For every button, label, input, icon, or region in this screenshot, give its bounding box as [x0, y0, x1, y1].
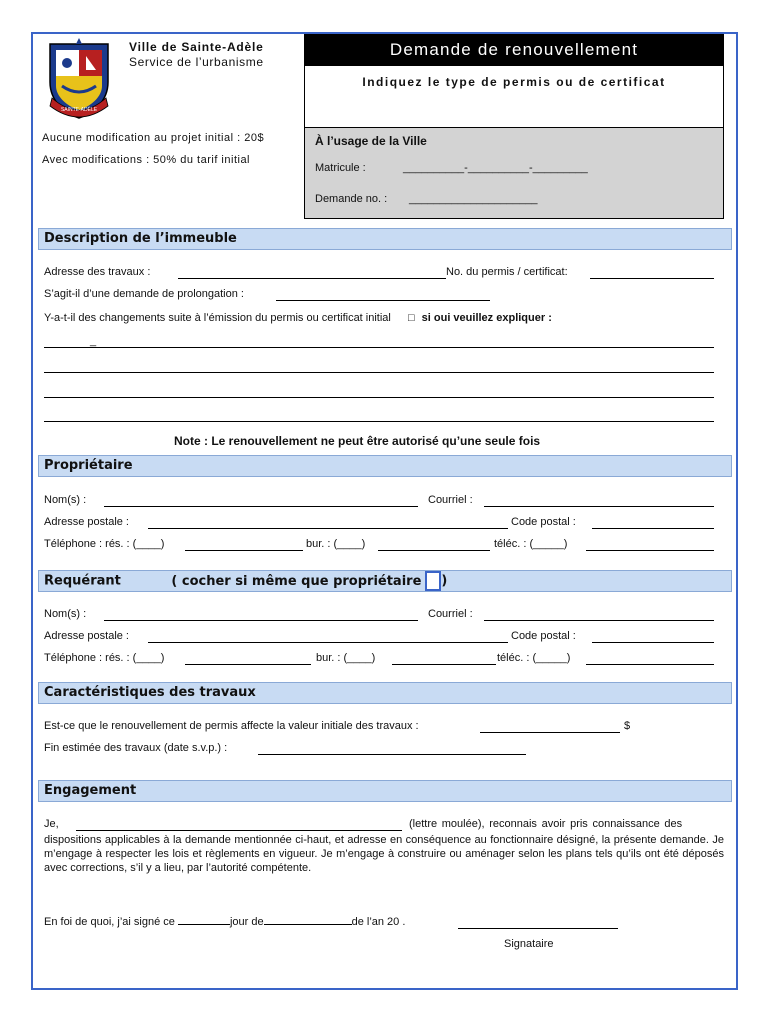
- changements-label: [44, 312, 552, 324]
- changements-checkbox[interactable]: □: [407, 312, 415, 324]
- engagement-name-field[interactable]: [76, 830, 402, 831]
- engagement-paragraph: dispositions applicables à la demande mentionnée ci-haut, et adresse en conséquence au fonctionnaire désigné, la présente demande. Je m’engage à respecter les lois et règlements en vigueur. Je m’engage à construire ou aménager selon les plans tels qu’ils ont été déposés avec corrections, s’il y a lieu, par l’autorité compétente.: [44, 834, 724, 874]
- engagement-after-name: (lettre moulée), reconnais avoir pris connaissance des: [409, 818, 683, 830]
- explanation-line-2[interactable]: [44, 372, 714, 373]
- fin-travaux-label: Fin estimée des travaux (date s.v.p.) :: [44, 742, 228, 754]
- applicant-nom-label: Nom(s) :: [44, 608, 87, 620]
- city-name: Ville de Sainte-Adèle: [129, 40, 264, 54]
- valeur-field[interactable]: [480, 732, 620, 733]
- city-logo: [42, 36, 116, 120]
- applicant-tel-res-label: Téléphone : rés. : (____): [44, 652, 165, 664]
- permis-no-field[interactable]: [590, 278, 714, 279]
- owner-nom-field[interactable]: [104, 506, 418, 507]
- signed-prefix: En foi de quoi, j’ai signé ce: [44, 916, 175, 928]
- requerant-title: Requérant: [44, 573, 121, 589]
- section-proprietaire: Propriétaire: [38, 455, 732, 477]
- explanation-line-4[interactable]: [44, 421, 714, 422]
- applicant-tel-bur-label: bur. : (____): [316, 652, 376, 664]
- valeur-label: Est-ce que le renouvellement de permis affecte la valeur initiale des travaux :: [44, 720, 419, 732]
- form-title: Demande de renouvellement: [304, 34, 724, 66]
- signed-on-label: [44, 916, 405, 928]
- city-crest-icon: [42, 36, 116, 120]
- demande-field[interactable]: _____________________: [409, 193, 538, 205]
- permit-type-box[interactable]: [304, 66, 724, 128]
- owner-telec-label: téléc. : (_____): [494, 538, 568, 550]
- engagement-je: Je,: [44, 818, 59, 830]
- applicant-telec-label: téléc. : (_____): [497, 652, 571, 664]
- applicant-adresse-field[interactable]: [148, 642, 508, 643]
- owner-code-postal-field[interactable]: [592, 528, 714, 529]
- changements-text: Y-a-t-il des changements suite à l’émission du permis ou certificat initial: [44, 312, 391, 324]
- section-requerant: [38, 570, 732, 592]
- city-use-box: [304, 127, 724, 219]
- owner-adresse-field[interactable]: [148, 528, 508, 529]
- owner-tel-bur-label: bur. : (____): [306, 538, 366, 550]
- prolongation-field[interactable]: [276, 300, 490, 301]
- signataire-label: Signataire: [504, 938, 554, 950]
- fee-no-change: Aucune modification au projet initial : 20$: [42, 132, 265, 144]
- applicant-nom-field[interactable]: [104, 620, 418, 621]
- owner-code-postal-label: Code postal :: [511, 516, 576, 528]
- requerant-same-note: ( cocher si même que propriétaire: [171, 573, 422, 589]
- owner-tel-res-label: Téléphone : rés. : (____): [44, 538, 165, 550]
- requerant-note-close: ): [441, 573, 448, 589]
- prolongation-label: S’agit-il d’une demande de prolongation :: [44, 288, 244, 300]
- owner-courriel-label: Courriel :: [428, 494, 473, 506]
- applicant-courriel-label: Courriel :: [428, 608, 473, 620]
- section-caracteristiques: Caractéristiques des travaux: [38, 682, 732, 704]
- si-oui-label: si oui veuillez expliquer :: [421, 312, 552, 324]
- matricule-field[interactable]: __________-__________-_________: [403, 162, 588, 174]
- adresse-travaux-field[interactable]: [178, 278, 446, 279]
- signature-field[interactable]: [458, 928, 618, 929]
- permis-no-label: No. du permis / certificat:: [446, 266, 568, 278]
- applicant-adresse-label: Adresse postale :: [44, 630, 129, 642]
- signed-jour-label: jour de: [229, 916, 264, 928]
- fin-travaux-field[interactable]: [258, 754, 526, 755]
- section-description: Description de l’immeuble: [38, 228, 732, 250]
- owner-courriel-field[interactable]: [484, 506, 714, 507]
- explanation-line-1[interactable]: [44, 347, 714, 348]
- section-engagement: Engagement: [38, 780, 732, 802]
- matricule-label: Matricule :: [315, 162, 366, 174]
- applicant-code-postal-field[interactable]: [592, 642, 714, 643]
- applicant-telec-field[interactable]: [586, 664, 714, 665]
- owner-tel-bur-field[interactable]: [378, 550, 490, 551]
- service-name: Service de l’urbanisme: [129, 55, 264, 69]
- valeur-dollar: $: [624, 720, 631, 732]
- explanation-line-3[interactable]: [44, 397, 714, 398]
- owner-nom-label: Nom(s) :: [44, 494, 87, 506]
- adresse-travaux-label: Adresse des travaux :: [44, 266, 151, 278]
- owner-adresse-label: Adresse postale :: [44, 516, 129, 528]
- signed-month-field[interactable]: [264, 924, 352, 925]
- applicant-tel-res-field[interactable]: [185, 664, 311, 665]
- renewal-note: Note : Le renouvellement ne peut être autorisé qu’une seule fois: [174, 434, 541, 448]
- owner-tel-res-field[interactable]: [185, 550, 303, 551]
- demande-label: Demande no. :: [315, 193, 388, 205]
- applicant-tel-bur-field[interactable]: [392, 664, 496, 665]
- same-as-owner-checkbox[interactable]: [425, 571, 441, 591]
- owner-telec-field[interactable]: [586, 550, 714, 551]
- explanation-line-1-mark: _: [90, 335, 97, 347]
- svg-text:SAINTE-ADÈLE: SAINTE-ADÈLE: [60, 107, 98, 113]
- fee-with-change: Avec modifications : 50% du tarif initial: [42, 154, 250, 166]
- city-use-title: À l’usage de la Ville: [315, 134, 427, 148]
- permit-type-instruction: Indiquez le type de permis ou de certificat: [362, 75, 666, 89]
- signed-an-label: de l’an 20 .: [351, 916, 406, 928]
- applicant-courriel-field[interactable]: [484, 620, 714, 621]
- applicant-code-postal-label: Code postal :: [511, 630, 576, 642]
- signed-day-field[interactable]: [178, 924, 230, 925]
